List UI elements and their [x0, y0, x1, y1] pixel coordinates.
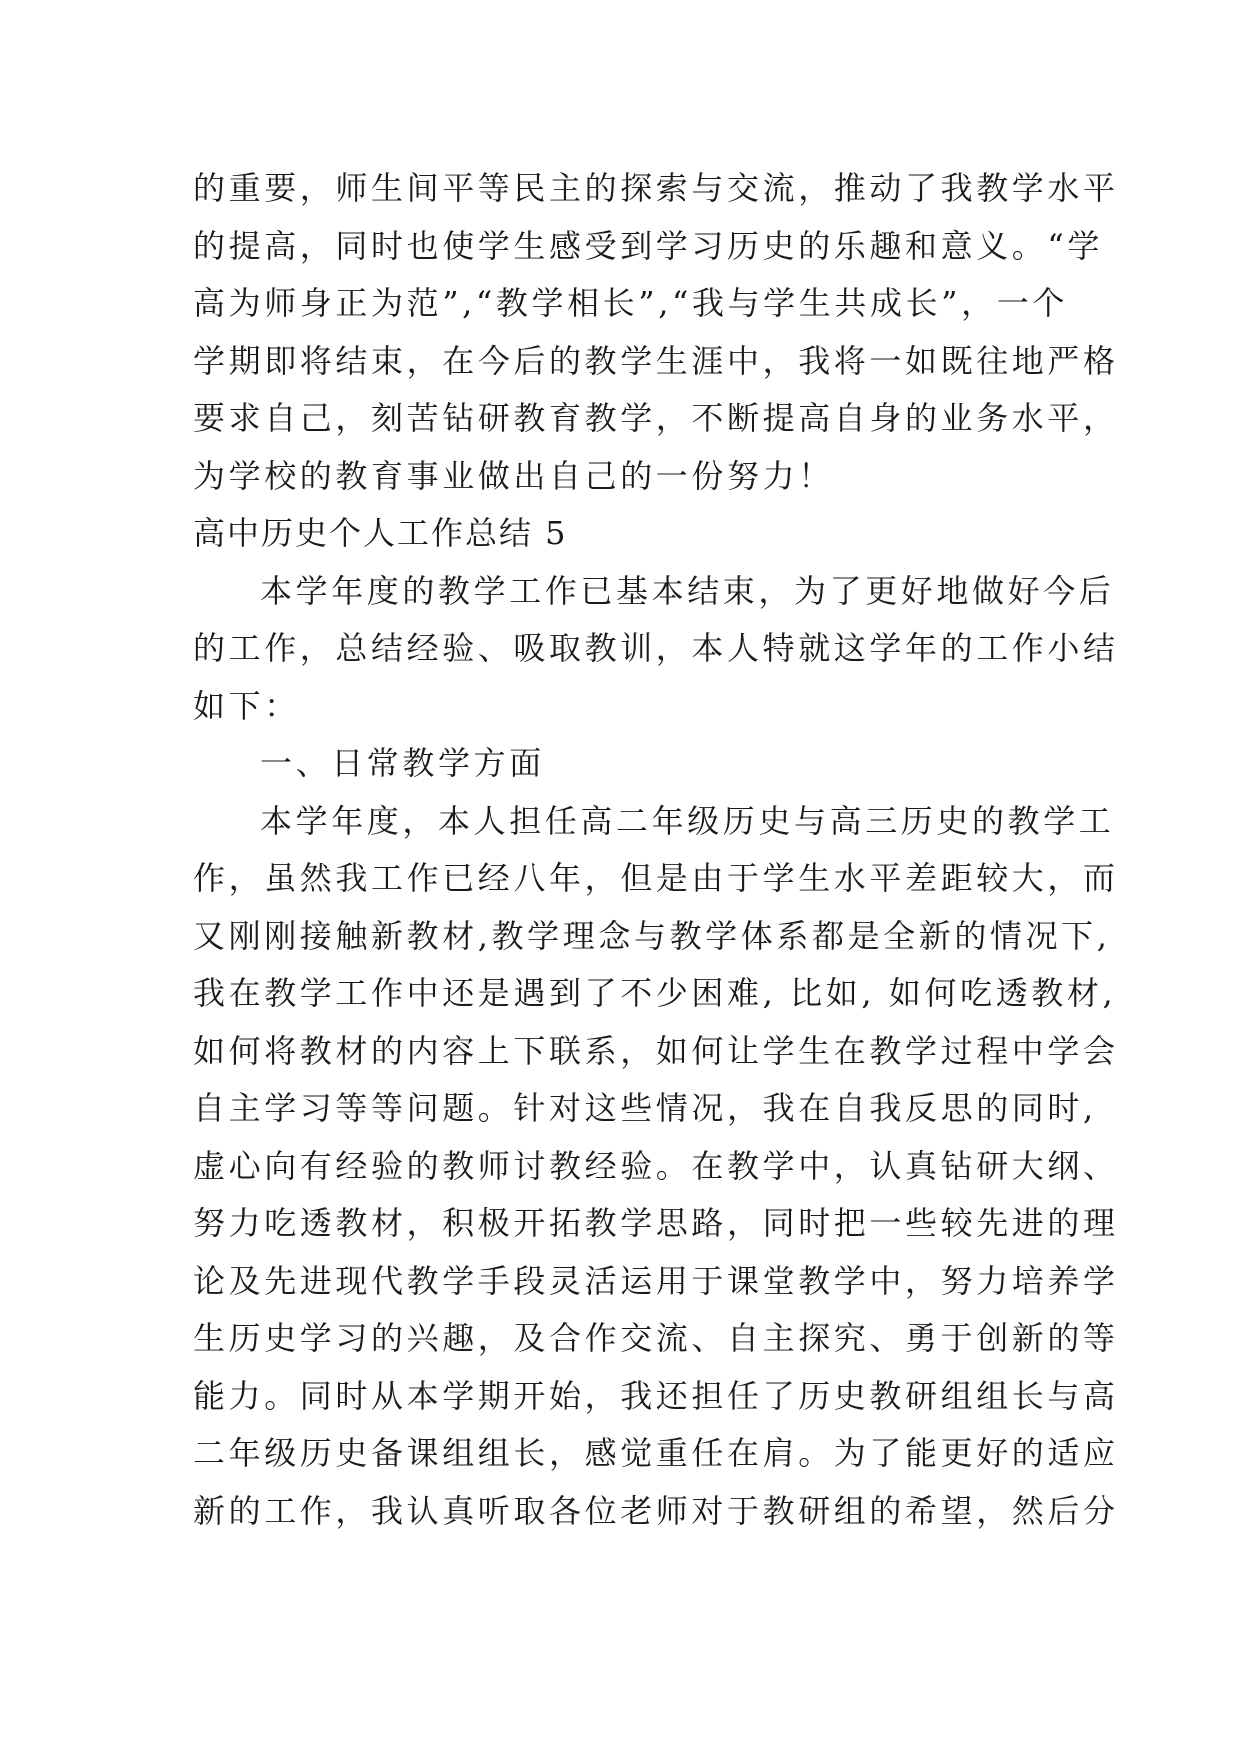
paragraph-line: 如何将教材的内容上下联系，如何让学生在教学过程中学会	[193, 1031, 1119, 1070]
document-body	[193, 160, 1119, 1540]
paragraph-line: 生历史学习的兴趣，及合作交流、自主探究、勇于创新的等	[193, 1319, 1119, 1357]
paragraph-line: 虚心向有经验的教师讨教经验。在教学中，认真钻研大纲、	[193, 1146, 1119, 1185]
paragraph-line: 的提高，同时也使学生感受到学习历史的乐趣和意义。“学	[193, 226, 1103, 265]
paragraph-line: 的工作，总结经验、吸取教训，本人特就这学年的工作小结	[193, 629, 1119, 667]
paragraph-line: 新的工作，我认真听取各位老师对于教研组的希望，然后分	[193, 1491, 1119, 1530]
paragraph-line: 又刚刚接触新教材,教学理念与教学体系都是全新的情况下,	[193, 916, 1111, 955]
paragraph-line: 作，虽然我工作已经八年，但是由于学生水平差距较大，而	[193, 859, 1119, 897]
paragraph-line: 为学校的教育事业做出自己的一份努力！	[193, 456, 834, 495]
paragraph-line: 要求自己，刻苦钻研教育教学，不断提高自身的业务水平，	[193, 399, 1119, 437]
subsection-heading: 一、日常教学方面	[260, 744, 545, 782]
paragraph-line: 本学年度，本人担任高二年级历史与高三历史的教学工	[260, 801, 1115, 840]
paragraph-line: 高为师身正为范”,“教学相长”,“我与学生共成长”，一个	[193, 284, 1068, 322]
paragraph-line: 二年级历史备课组组长，感觉重任在肩。为了能更好的适应	[193, 1434, 1119, 1472]
paragraph-line: 学期即将结束，在今后的教学生涯中，我将一如既往地严格	[193, 341, 1119, 380]
section-title: 高中历史个人工作总结 5	[193, 514, 568, 552]
paragraph-line: 能力。同时从本学期开始，我还担任了历史教研组组长与高	[193, 1376, 1119, 1415]
paragraph-line: 努力吃透教材，积极开拓教学思路，同时把一些较先进的理	[193, 1204, 1119, 1242]
paragraph-line: 如下：	[193, 686, 300, 725]
paragraph-line: 我在教学工作中还是遇到了不少困难, 比如, 如何吃透教材,	[193, 974, 1117, 1012]
paragraph-line: 本学年度的教学工作已基本结束，为了更好地做好今后	[260, 571, 1115, 610]
paragraph-line: 的重要，师生间平等民主的探索与交流，推动了我教学水平	[193, 169, 1119, 207]
paragraph-line: 论及先进现代教学手段灵活运用于课堂教学中，努力培养学	[193, 1261, 1119, 1300]
paragraph-line: 自主学习等等问题。针对这些情况，我在自我反思的同时,	[193, 1089, 1097, 1127]
